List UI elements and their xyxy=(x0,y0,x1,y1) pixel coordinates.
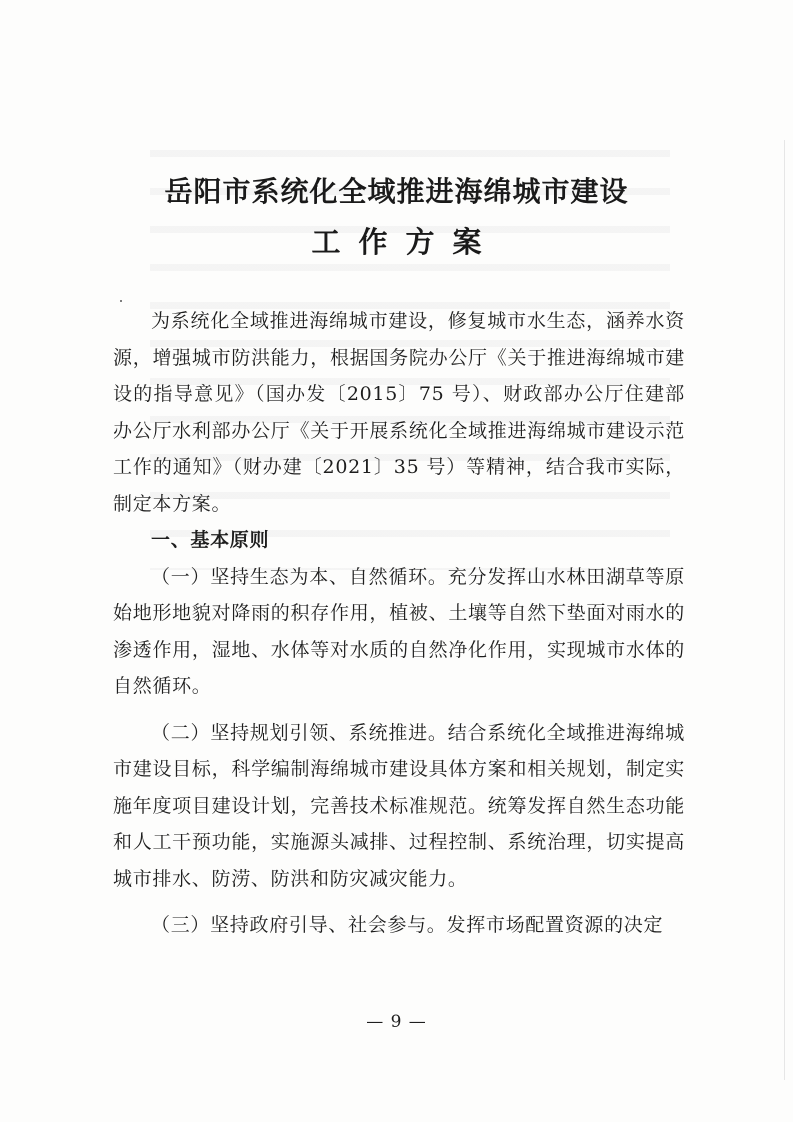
page-edge-line xyxy=(784,140,785,1080)
scan-speck xyxy=(120,300,122,302)
document-body xyxy=(113,303,685,944)
section-heading: 一、基本原则 xyxy=(151,529,270,551)
page-number: — 9 — xyxy=(366,1012,427,1032)
document-subtitle: 工作方案 xyxy=(311,225,500,259)
principle-paragraph-1: （一）坚持生态为本、自然循环。充分发挥山水林田湖草等原始地形地貌对降雨的积存作用，植被、土壤等自然下垫面对雨水的渗透作用，湿地、水体等对水质的自然净化作用，实现城市水体的自然循环。 xyxy=(113,565,685,697)
principle-paragraph-2: （二）坚持规划引领、系统推进。结合系统化全域推进海绵城市建设目标，科学编制海绵城市建设具体方案和相关规划，制定实施年度项目建设计划，完善技术标准规范。统筹发挥自然生态功能和人工干预功能，实施源头减排、过程控制、系统治理，切实提高城市排水、防涝、防洪和防灾减灾能力。 xyxy=(113,721,685,890)
principle-paragraph-3: （三）坚持政府引导、社会参与。发挥市场配置资源的决定 xyxy=(151,914,664,936)
document-title: 岳阳市系统化全域推进海绵城市建设 xyxy=(164,175,629,208)
intro-paragraph: 为系统化全域推进海绵城市建设，修复城市水生态，涵养水资源，增强城市防洪能力，根据国务院办公厅《关于推进海绵城市建设的指导意见》（国办发〔2015〕75 号）、财政部办公厅住建部办公厅水利部办公厅《关于开展系统化全域推进海绵城市建设示范工作的通知》（财办建〔2021〕35 号）等精神，结合我市实际，制定本方案。 xyxy=(113,310,685,515)
